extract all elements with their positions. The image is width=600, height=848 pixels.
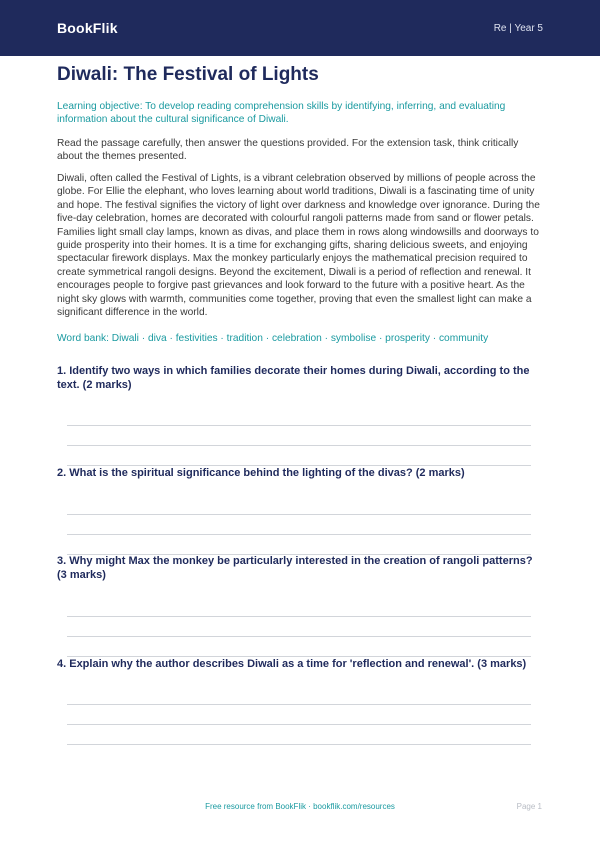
instructions: Read the passage carefully, then answer the questions provided. For the extension task, think critically about the themes presented. [57,138,519,162]
brand-name[interactable]: BookFlik [57,20,118,36]
question-4: 4. Explain why the author describes Diwali as a time for 'reflection and renewal'. (3 marks) [57,658,527,670]
answer-line[interactable] [67,445,531,446]
page-number: Page 1 [516,802,542,811]
footer-resource-link[interactable]: Free resource from BookFlik · bookflik.com/resources [205,802,395,811]
subject-year-label: Re | Year 5 [493,22,543,34]
answer-line[interactable] [67,704,531,705]
question-1: 1. Identify two ways in which families decorate their homes during Diwali, according to the text. (2 marks) [57,365,530,391]
answer-line[interactable] [67,534,531,535]
question-3: 3. Why might Max the monkey be particularly interested in the creation of rangoli patterns? (3 marks) [57,555,533,581]
answer-line[interactable] [67,514,531,515]
word-bank: Word bank: Diwali · diva · festivities · tradition · celebration · symbolise · prosperity · community [57,333,489,344]
learning-objective: Learning objective: To develop reading comprehension skills by identifying, inferring, and evaluating information about the cultural significance of Diwali. [57,101,506,125]
header-bar [0,0,600,56]
answer-line[interactable] [67,744,531,745]
answer-line[interactable] [67,724,531,725]
answer-line[interactable] [67,636,531,637]
page-title: Diwali: The Festival of Lights [57,64,319,85]
answer-line[interactable] [67,425,531,426]
answer-line[interactable] [67,616,531,617]
reading-passage: Diwali, often called the Festival of Lights, is a vibrant celebration observed by millions of people across the globe. For Ellie the elephant, who loves learning about world traditions, Diwali is a fascinating time of unity and hope. The festival signifies the victory of light over darkness and knowledge over ignorance. During the five-day celebration, homes are decorated with colourful rangoli patterns made from sand or flower petals. Families light small clay lamps, known as divas, and place them in rows along windowsills and doorways to guide prosperity into their homes. It is a time for exchanging gifts, sharing delicious sweets, and enjoying spectacular firework displays. Max the monkey particularly enjoys the mathematical precision required to create symmetrical rangoli designs. Beyond the excitement, Diwali is a period of reflection and renewal. It encourages people to forgive past grievances and look forward to the future with a positive heart. As the night sky glows with warmth, communities come together, proving that even the smallest light can make a significant difference in the world. [57,173,540,319]
question-2: 2. What is the spiritual significance behind the lighting of the divas? (2 marks) [57,467,465,479]
